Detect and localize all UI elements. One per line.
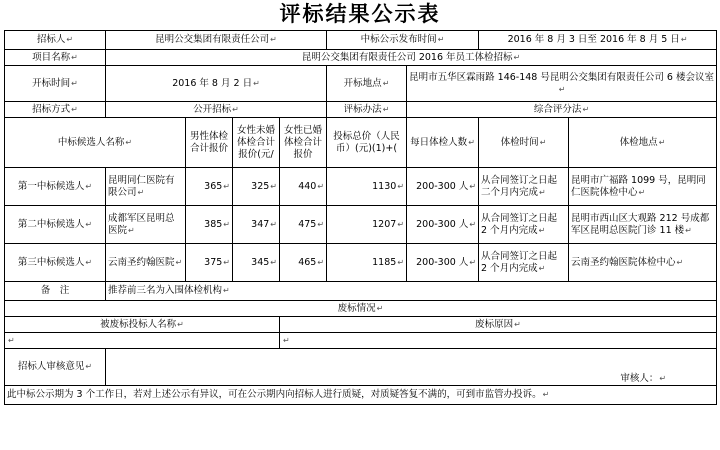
project-label: 项目名称 ↵ [5,50,106,66]
info-row-1 [5,31,717,50]
exam-time: 从合同签订之日起 2 个月内完成 ↵ [479,206,569,244]
candidate-rank: 第二中标候选人 ↵ [5,206,106,244]
total-price: 1130 ↵ [327,168,407,206]
candidate-rank: 第三中标候选人 ↵ [5,244,106,282]
waste-reason-label: 废标原因 ↵ [280,317,717,333]
project-value: 昆明公交集团有限责任公司 2016 年员工体检招标 ↵ [106,50,717,66]
total-price: 1185 ↵ [327,244,407,282]
candidate-name: 昆明同仁医院有限公司 ↵ [106,168,186,206]
page-title: 评标结果公示表 [279,1,441,26]
female-married-price: 440 ↵ [280,168,327,206]
remark-row [5,282,717,301]
remark-value: 推荐前三名为入围体检机构 ↵ [106,282,717,301]
footer-row [5,386,717,405]
daily-count: 200-300 人 ↵ [407,168,479,206]
candidate-name: 成都军区昆明总医院 ↵ [106,206,186,244]
candidate-rank: 第一中标候选人 ↵ [5,168,106,206]
result-table [4,30,717,405]
publish-time-label: 中标公示发布时间 ↵ [327,31,479,50]
remark-label: 备 注 [5,282,106,301]
exam-place: 云南圣约翰医院体检中心 ↵ [569,244,717,282]
table-row [5,206,717,244]
method-label: 招标方式 ↵ [5,102,106,118]
eval-label: 评标办法 ↵ [327,102,407,118]
open-place-value: 昆明市五华区霖雨路 146-148 号昆明公交集团有限责任公司 6 楼会议室 ↵ [407,66,717,102]
waste-name-cell [5,333,280,349]
exam-time: 从合同签订之日起 2 个月内完成 ↵ [479,244,569,282]
table-row [5,168,717,206]
header-female-single-price: 女性未婚体检合计报价(元/ [233,118,280,168]
info-row-3 [5,66,717,102]
open-time-label: 开标时间 ↵ [5,66,106,102]
exam-place: 昆明市广福路 1099 号，昆明同仁医院体检中心 ↵ [569,168,717,206]
tenderer-label: 招标人 ↵ [5,31,106,50]
reviewer-cell: 审核人： ↵ [106,349,717,386]
header-total-price: 投标总价（人民币）(元)(1)+( [327,118,407,168]
female-married-price: 475 ↵ [280,206,327,244]
review-label: 招标人审核意见 ↵ [5,349,106,386]
header-daily-count: 每日体检人数 ↵ [407,118,479,168]
male-price: 365 ↵ [186,168,233,206]
daily-count: 200-300 人 ↵ [407,244,479,282]
open-place-label: 开标地点 ↵ [327,66,407,102]
header-candidate-name: 中标候选人名称 ↵ [5,118,186,168]
female-single-price: 325 ↵ [233,168,280,206]
tenderer-value: 昆明公交集团有限责任公司 ↵ [106,31,327,50]
exam-place: 昆明市西山区大观路 212 号成都军区昆明总医院门诊 11 楼 ↵ [569,206,717,244]
header-row [5,118,717,168]
waste-name-label: 被废标投标人名称 ↵ [5,317,280,333]
male-price: 385 ↵ [186,206,233,244]
info-row-4 [5,102,717,118]
eval-value: 综合评分法 ↵ [407,102,717,118]
candidate-name: 云南圣约翰医院 ↵ [106,244,186,282]
info-row-2 [5,50,717,66]
waste-header-row [5,317,717,333]
female-married-price: 465 ↵ [280,244,327,282]
footer-note: 此中标公示期为 3 个工作日，若对上述公示有异议，可在公示期内向招标人进行质疑，对质疑答复不满的，可到市监管办投诉。 ↵ [5,386,717,405]
female-single-price: 345 ↵ [233,244,280,282]
waste-title: 废标情况 ↵ [5,301,717,317]
table-row [5,244,717,282]
exam-time: 从合同签订之日起二个月内完成 ↵ [479,168,569,206]
header-exam-time: 体检时间 ↵ [479,118,569,168]
waste-reason-cell [280,333,717,349]
review-row [5,349,717,386]
header-female-married-price: 女性已婚体检合计报价 [280,118,327,168]
total-price: 1207 ↵ [327,206,407,244]
waste-blank-row [5,333,717,349]
male-price: 375 ↵ [186,244,233,282]
daily-count: 200-300 人 ↵ [407,206,479,244]
header-exam-place: 体检地点 ↵ [569,118,717,168]
waste-title-row [5,301,717,317]
method-value: 公开招标 ↵ [106,102,327,118]
publish-time-value: 2016 年 8 月 3 日至 2016 年 8 月 5 日 ↵ [479,31,717,50]
header-male-price: 男性体检合计报价 [186,118,233,168]
female-single-price: 347 ↵ [233,206,280,244]
open-time-value: 2016 年 8 月 2 日 ↵ [106,66,327,102]
